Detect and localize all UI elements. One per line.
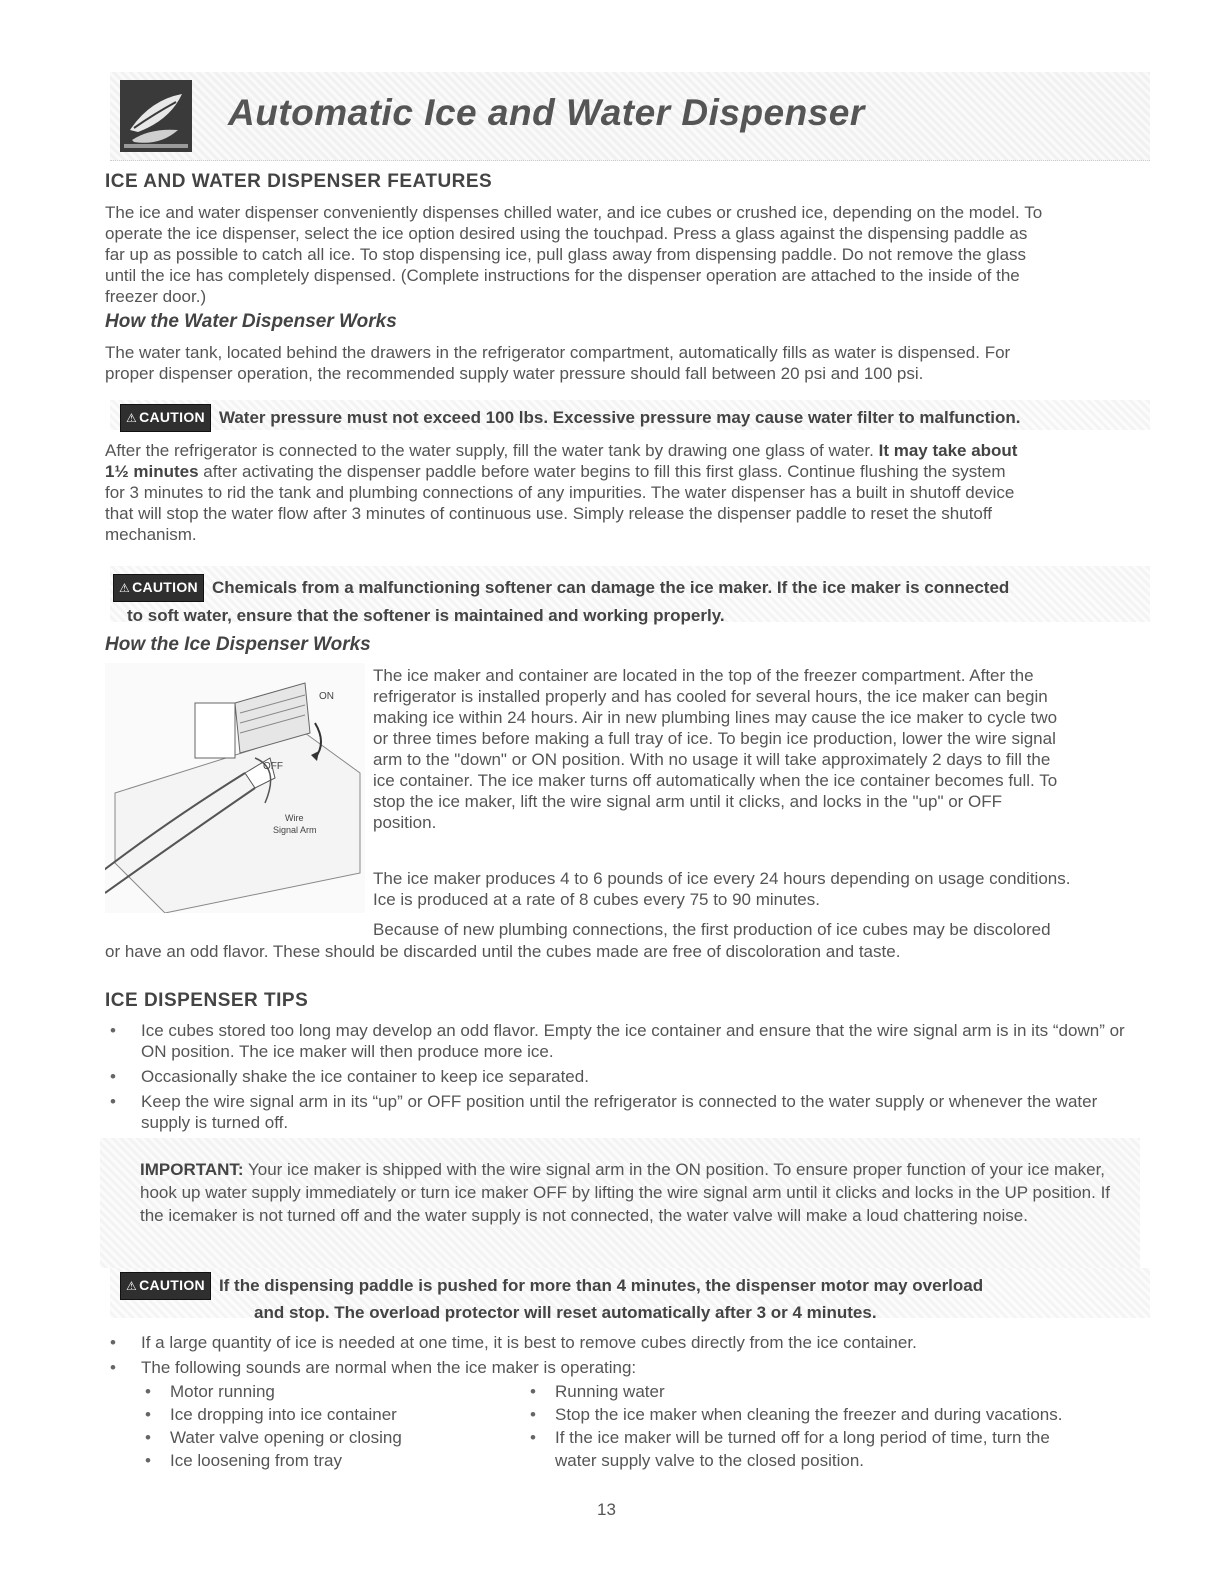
ice-maker-illustration bbox=[105, 663, 365, 913]
svg-text:ON: ON bbox=[319, 691, 334, 702]
sounds-left-list bbox=[140, 1380, 520, 1472]
list-item: • If a large quantity of ice is needed at one time, it is best to remove cubes directly from the ice container. bbox=[105, 1332, 1150, 1353]
caution-badge: ⚠ CAUTION bbox=[120, 404, 211, 432]
leaf-icon bbox=[120, 80, 192, 152]
caution-softener: ⚠ CAUTION Chemicals from a malfunctioning softener can damage the ice maker. If the ice maker is connected to soft water, ensure that the softener is maintained and working properly. bbox=[113, 574, 1153, 626]
page-title: Automatic Ice and Water Dispenser bbox=[228, 92, 865, 133]
list-item: • Occasionally shake the ice container to keep ice separated. bbox=[105, 1066, 1150, 1087]
list-item: • If the ice maker will be turned off for a long period of time, turn the bbox=[525, 1426, 1150, 1449]
caution-motor-overload: ⚠ CAUTION If the dispensing paddle is pushed for more than 4 minutes, the dispenser motor may overload and stop. The overload protector will reset automatically after 3 or 4 minutes. bbox=[120, 1272, 1160, 1323]
sounds-right-list bbox=[525, 1380, 1150, 1472]
list-item: • Water valve opening or closing bbox=[140, 1426, 520, 1449]
warning-icon: ⚠ bbox=[119, 581, 131, 595]
important-notice: IMPORTANT: Your ice maker is shipped with the wire signal arm in the ON position. To ensure proper function of your ice maker, hook up water supply immediately or turn ice maker OFF by lifting the wire signal arm until it clicks and locks in the UP position. If the icemaker is not turned off and the water supply is not connected, the water valve will make a loud chattering noise. bbox=[100, 1138, 1140, 1268]
list-item: • Running water bbox=[525, 1380, 1150, 1403]
list-item: • Ice loosening from tray bbox=[140, 1449, 520, 1472]
svg-text:Signal Arm: Signal Arm bbox=[273, 825, 317, 835]
list-item: • Keep the wire signal arm in its “up” or OFF position until the refrigerator is connected to the water supply or whenever the water supply is turned off. bbox=[105, 1091, 1150, 1133]
tips-list-2 bbox=[105, 1332, 1150, 1382]
tips-list bbox=[105, 1020, 1150, 1137]
header-banner bbox=[110, 72, 1150, 161]
list-item: • Ice cubes stored too long may develop an odd flavor. Empty the ice container and ensure that the wire signal arm is in its “down” or ON position. The ice maker will then produce more ice. bbox=[105, 1020, 1150, 1062]
svg-text:Wire: Wire bbox=[285, 813, 304, 823]
list-item: water supply valve to the closed position. bbox=[555, 1451, 865, 1470]
caution-badge: ⚠ CAUTION bbox=[120, 1272, 211, 1300]
tips-heading: ICE DISPENSER TIPS bbox=[105, 990, 309, 1011]
caution-badge: ⚠ CAUTION bbox=[113, 574, 204, 602]
ice-discolor-text-a: Because of new plumbing connections, the first production of ice cubes may be discolored bbox=[373, 920, 1051, 939]
list-item: • Ice dropping into ice container bbox=[140, 1403, 520, 1426]
caution-water-pressure: ⚠ CAUTION Water pressure must not exceed 100 lbs. Excessive pressure may cause water filter to malfunction. bbox=[120, 404, 1160, 432]
ice-dispenser-heading: How the Ice Dispenser Works bbox=[105, 634, 371, 655]
ice-production-text: The ice maker produces 4 to 6 pounds of ice every 24 hours depending on usage conditions. Ice is produced at a rate of 8 cubes every 75 to 90 minutes. bbox=[373, 869, 1071, 909]
warning-icon: ⚠ bbox=[126, 1279, 138, 1293]
water-dispenser-heading: How the Water Dispenser Works bbox=[105, 311, 397, 332]
features-text: The ice and water dispenser conveniently dispenses chilled water, and ice cubes or crushed ice, depending on the model. To operate the ice dispenser, select the ice option desired using the touchpad. Press a glass against the dispensing paddle as far up as possible to catch all ice. To stop dispensing ice, pull glass away from dispensing paddle. Do not remove the glass until the ice has completely dispensed. (Complete instructions for the dispenser operation are attached to the inside of the freezer door.) bbox=[105, 203, 1043, 306]
warning-icon: ⚠ bbox=[126, 411, 138, 425]
list-item: • Stop the ice maker when cleaning the freezer and during vacations. bbox=[525, 1403, 1150, 1426]
ice-discolor-text-b: or have an odd flavor. These should be discarded until the cubes made are free of discoloration and taste. bbox=[105, 942, 901, 961]
list-item: • The following sounds are normal when the ice maker is operating: bbox=[105, 1357, 1150, 1378]
water-dispenser-text: The water tank, located behind the drawers in the refrigerator compartment, automatically fills as water is dispensed. For proper dispenser operation, the recommended supply water pressure should fall between 20 psi and 100 psi. bbox=[105, 343, 1011, 383]
list-item: • Motor running bbox=[140, 1380, 520, 1403]
features-heading: ICE AND WATER DISPENSER FEATURES bbox=[105, 171, 493, 192]
page-number: 13 bbox=[597, 1500, 616, 1519]
svg-text:OFF: OFF bbox=[263, 761, 283, 772]
water-after-text: After the refrigerator is connected to the water supply, fill the water tank by drawing one glass of water. It may take about 1½ minutes after activating the dispenser paddle before water begins to fill this first glass. Continue flushing the system for 3 minutes to rid the tank and plumbing connections of any impurities. The water dispenser has a built in shutoff device that will stop the water flow after 3 minutes of continuous use. Simply release the dispenser paddle to reset the shutoff mechanism. bbox=[105, 441, 1018, 544]
ice-dispenser-text: The ice maker and container are located in the top of the freezer compartment. After the refrigerator is installed properly and has cooled for several hours, the ice maker can begin making ice within 24 hours. Air in new plumbing lines may cause the ice maker to cycle two or three times before making a full tray of ice. To begin ice production, lower the wire signal arm to the "down" or ON position. With no usage it will take approximately 2 days to fill the ice container. The ice maker turns off automatically when the ice container becomes full. To stop the ice maker, lift the wire signal arm until it clicks, and locks in the "up" or OFF position. bbox=[373, 666, 1058, 832]
